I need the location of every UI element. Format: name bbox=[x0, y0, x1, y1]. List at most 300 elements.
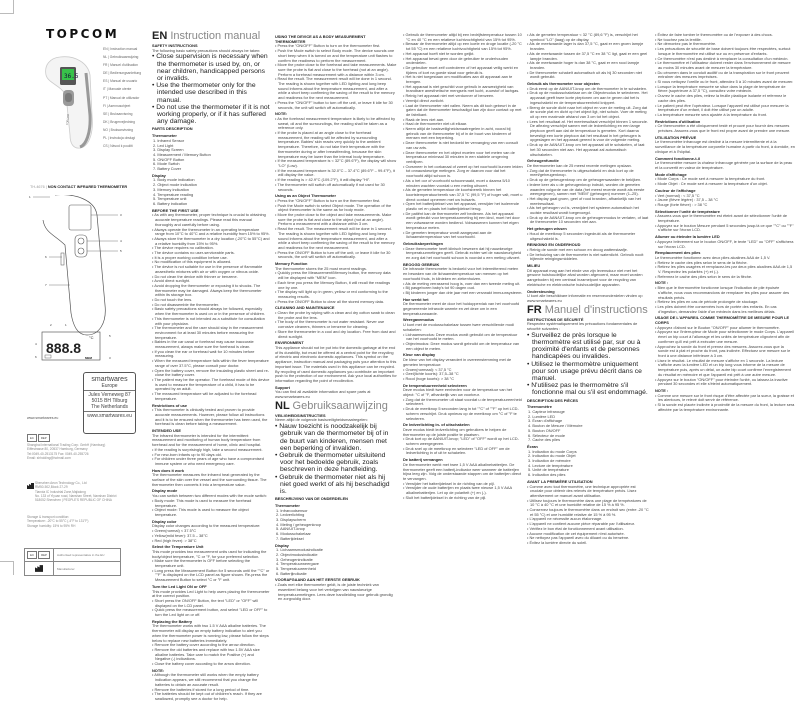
section-heading: Display color bbox=[152, 518, 177, 524]
section-heading: VEILIGHEIDSINSTRUCTIES bbox=[275, 412, 326, 418]
section-heading: Memory Function bbox=[275, 261, 308, 267]
section-heading: Couleur de l'affichage bbox=[655, 187, 696, 193]
bullet-item: • Bien que le thermomètre fonctionne lorsque l'indication de pile épuisée s'affiche, nous vous recommandons de remplacer les piles pour assurer des résultats précis. bbox=[655, 285, 790, 300]
bullet-item: • Avoid dropping the thermometer or exposing it to shocks. The thermometer may be damaged. Always keep the thermometer within its storage box. bbox=[152, 282, 262, 298]
bullet-item: • Read the result. The measurement result will be done in 1 second. The reading is shown together with LED lighting and long beep sound informs about the temperature measurement, and after a while a short beep confirming the saving of the result to the memory and readiness for the next measurement. bbox=[275, 226, 395, 250]
bullet-item: • Verwijder de oude batterijen en plaats twee nieuwe 1,5 V AAA alkalinebatterijen. Let op de polariteit (+) en (-). bbox=[403, 485, 512, 496]
bullet-item: • Haal de thermometer niet uit elkaar. bbox=[403, 121, 468, 127]
bullet-item: • Retirez le cache des piles selon le sens de la flèche. bbox=[655, 259, 748, 265]
safety-warning: • N'utilisez pas le thermomètre s'il fonctionne mal ou s'il est endommagé. bbox=[527, 382, 648, 397]
paragraph: U kunt met de modusschakelaar tussen twee verschillende modi schakelen: bbox=[403, 322, 514, 332]
bullet-item: • Close the battery cover according to the arrow direction. bbox=[152, 661, 251, 667]
numbered-item: 1. Capteur infrarouge bbox=[528, 409, 565, 415]
address-line: Shanghai International Trading Corp. GmbH (Hamburg) bbox=[27, 443, 106, 447]
numbered-item: 7. Battery Cover bbox=[153, 166, 182, 172]
bullet-item: • Gebruik de thermometer altijd bij een bedrijfstemperatuur tussen 10 °C en 40 °C en een relatieve luchtvochtigheid van 15% tot 95%. bbox=[403, 32, 522, 42]
numbered-item: 1. Infrared Sensor bbox=[153, 137, 185, 143]
paragraph: Le thermomètre mesure la chaleur infrarouge générée par la surface de la peau et la convertit en valeur de température. bbox=[655, 160, 793, 170]
bullet-item: • Ne touchez pas la lentille. bbox=[655, 36, 702, 42]
section-heading: Geheugenfunctie bbox=[527, 158, 559, 164]
language-section-title bbox=[152, 30, 270, 42]
bullet-item: • De gemeten temperatuur wordt aangepast aan de lichaamstemperatuur van het voorhoofd. bbox=[403, 229, 492, 240]
column-nl-fr bbox=[527, 33, 649, 546]
safety-warning: • Utilisez le thermomètre uniquement pour son usage prévu décrit dans ce manuel. bbox=[527, 360, 642, 382]
numbered-item: 1. Infraroodsensor bbox=[276, 507, 308, 513]
display-callout-3: 3 bbox=[109, 356, 111, 360]
bullet-item: • Deze thermometer heeft klinisch bewezen dat hij nauwkeurige temperatuurmetingen geeft. Gebruik echter wel de nauwkeurigheid en zorg dat het voorhoofd schoon is voordat u een meting uitvoert. bbox=[403, 245, 522, 261]
paragraph: Le thermomètre infrarouge est destiné à la mesure intermittente et à la surveillance de la température corporelle humaine à partir du front, à domicile, en clinique et à l'hôpital. bbox=[655, 139, 795, 154]
paragraph: De thermometer kan de 25 meest recente metingen opslaan. bbox=[527, 162, 632, 168]
bullet-item: • Le thermomètre et l'utilisateur doivent rester dans l'environnement de mesure au moins 30 minutes avant de mesurer la température. bbox=[655, 60, 791, 70]
bullet-item: • Verwijder het batterijdeksel in de richting van de pijl. bbox=[403, 480, 495, 486]
bullet-item: • Het apparaat is niet geschikt voor gebruik in aanwezigheid van brandbare anesthetische mengsels met lucht, zuurstof of lachgas. bbox=[403, 83, 520, 94]
bullet-item: • Assurez-vous que le thermomètre est éteint avant de sélectionner l'unité de température. bbox=[655, 213, 788, 224]
callout-1: 1 bbox=[29, 195, 31, 199]
bullet-item: • Breng de sonde dicht naar het object en voer de meting uit. Zorg dat de sonde plat en dicht op het object ligt, niet schuin. Voer de meting uit op een maximale afstand van 3 cm tot het object. bbox=[527, 104, 648, 119]
bullet-item: • As the forehead measurement temperature is likely to be affected by sweat, oil and the surroundings, the reading shall be taken as a reference only. bbox=[275, 115, 396, 131]
bullet-item: • Push the Mode switch to select Object mode. The operation of the object thermometer is the same as for body mode. bbox=[275, 202, 392, 213]
paragraph: Neem altijd de volgende basisveiligheidsmaatregelen: bbox=[275, 417, 368, 423]
numbered-item: 3. Écran d'affichage bbox=[528, 418, 563, 424]
section-heading: Kleur van display bbox=[403, 352, 436, 358]
bullet-item: • Press the "ON/OFF" Button to turn on the thermometer first. bbox=[275, 197, 381, 203]
bullet-item: • Bij kinderen jonger dan drie jaar met een verzwakt immuunsysteem. bbox=[403, 289, 523, 295]
safety-warning: • Surveillez de près lorsque le thermomètre est utilisé par, sur ou à proximité d'enfants et de personnes handicapées ou invalides. bbox=[527, 331, 641, 361]
bullet-item: • Remove the batteries if stored for a long period of time. bbox=[152, 686, 250, 692]
callout-3: 3 bbox=[120, 213, 122, 217]
numbered-item: 7. Batterijdeksel bbox=[276, 535, 304, 541]
bullet-item: • Objectmodus: Deze modus wordt gebruikt om de temperatuur van een object te meten. bbox=[403, 341, 520, 351]
manufacturer-address bbox=[27, 481, 127, 502]
section-heading: Support bbox=[275, 384, 290, 390]
bullet-item: • Lorsque la température mesurée se situe dans la plage de température de fièvre (supérieure à 37,5 °C), consultez votre médecin. bbox=[655, 83, 786, 94]
bullet-item: • Do not disassemble the thermometer. bbox=[152, 301, 220, 307]
bullet-item: • For new-born infants up to 90 days old. bbox=[152, 451, 222, 457]
numbered-item: 6. Indication des piles bbox=[528, 472, 566, 478]
address-country: The Netherlands bbox=[91, 404, 128, 410]
callout-6: 6 bbox=[45, 255, 47, 259]
bullet-item: • The thermometer and the user should stay in the measurement environment for at least 30 minutes before measuring the temperature. bbox=[152, 325, 264, 340]
column-en bbox=[152, 30, 270, 702]
paragraph: The thermometer works with two 1.5 V AAA alkaline batteries. The thermometer will display an empty battery indication to alert you when the thermometer power is running low, please follow the steps below to replace new batteries immediately. bbox=[152, 623, 269, 643]
address-line: RM50-502,Block 27-29 bbox=[35, 485, 68, 490]
section-heading: Thermometer bbox=[152, 133, 177, 139]
language-code: EN bbox=[152, 30, 168, 42]
manufacturer-icon bbox=[27, 483, 34, 489]
numbered-item: 5. Temperatuureenheid bbox=[276, 566, 316, 572]
website-link: www.smartwares.eu bbox=[27, 416, 59, 420]
bullet-item: • The device is not suitable for use in the presence of flammable anaesthetic mixtures with air or with oxygen or nitrous oxide. bbox=[152, 264, 263, 274]
bullet-item: • Press the ON/OFF Button to turn off the unit, or leave it idle for 30 seconds, the unit will switch off automatically. bbox=[275, 249, 391, 260]
bullet-item: • Red (high fever): > 38°C bbox=[152, 537, 197, 543]
bullet-item: • Appuyez sur le bouton Mesure pendant 5 secondes jusqu'à ce que "°C" ou "°F" s'affiche sur l'écran LCD. bbox=[655, 222, 794, 233]
numbered-item: 4. Temperatuurweergave bbox=[276, 561, 319, 567]
bullet-item: • Zorg dat de thermometer uit staat voordat u de temperatuureenheid selecteert. bbox=[403, 396, 522, 407]
bullet-item: • Druk op de AAN/UIT-knop om het apparaat uit te schakelen, of laat het 30 seconden niet aan. Het apparaat zal automatisch uitschakelen. bbox=[527, 142, 645, 157]
storage-line: Storage humidity: 15% to 95% RH bbox=[27, 523, 76, 528]
column-en-nl bbox=[275, 33, 397, 602]
bullet-item: • Als het geheugen vol is, verwijdert het systeem automatisch het oudste resultaat wordt toegevoegd. bbox=[527, 205, 639, 216]
bullet-item: • Ce thermomètre a été cliniquement testé et prouvé pour fournir des mesures précises. Assurez-vous que le front est propre avant de prendre une mesure. bbox=[655, 123, 791, 134]
bullet-item: • Comme avec tout thermomètre, une technique appropriée est cruciale pour obtenir des relevés de température précis. Lisez attentivement ce manuel avant utilisation. bbox=[527, 483, 637, 498]
bullet-item: • Store the thermometer in a cool and dry location. Free from dust and direct sunlight. bbox=[275, 328, 396, 339]
numbered-item: 3. Display Screen bbox=[153, 147, 184, 153]
section-heading: How does it work bbox=[152, 467, 184, 473]
bullet-item: • Druk op de AAN/UIT-knop om de geheugenmodus te verlaten, of laat de thermometer 10 seconden niet aan. bbox=[527, 214, 649, 225]
column-fr bbox=[655, 33, 795, 412]
paragraph: The infrared thermometer is intended for the intermittent measurement and monitoring of human body temperature from forehead and for the measurement of home, clinic and hospital. bbox=[152, 432, 262, 448]
numbered-item: 5. AAN/UIT-knop bbox=[276, 526, 305, 532]
section-heading: DESCRIPTION DES PIÈCES bbox=[527, 397, 579, 403]
bullet-item: • Mode Corps : Ce mode sert à mesurer la température du front. bbox=[655, 176, 766, 182]
bullet-item: • Do not touch the lens. bbox=[152, 297, 193, 303]
bullet-item: • Le patient peut être l'opérateur. Lorsque l'appareil est utilisé pour mesurer la température d'un enfant, il doit être utilisé par un adulte. bbox=[655, 102, 789, 113]
bullet-item: • Als de gemeten temperatuur < 32 °C (89,6 °F) is, verschijnt het symbool "LO" (laag) op de display. bbox=[527, 32, 638, 42]
bullet-item: • Iedere keer als u de geheugenknop indrukt, worden de gemeten waarden volgorde van de data (het meest recente wordt als eerste weergegeven), samen met "MEM" (geheugen) nummer (1–25). bbox=[527, 181, 645, 197]
bullet-item: • Do not clean the device with thinner or benzene. bbox=[152, 273, 238, 279]
section-heading: REINIGING EN ONDERHOUD bbox=[527, 242, 581, 248]
language-list bbox=[103, 45, 153, 150]
bullet-item: • De patiënt kan de thermometer zelf bedienen. Als het apparaat wordt gebruikt voor temperatuurmeting bij een kind, moet het door een volwassene worden bediend. Volwassenen kunnen het eigen temperatuur meten. bbox=[403, 210, 520, 230]
language-section-title bbox=[527, 304, 649, 316]
numbered-item: 3. Displayscherm bbox=[276, 516, 306, 522]
display-digits: 888.8 bbox=[46, 340, 82, 356]
bullet-item: • Retirez les piles en cas de période prolongée de stockage. bbox=[655, 299, 759, 305]
storage-conditions bbox=[27, 515, 127, 528]
language-item: SE | Bruksanvisning bbox=[103, 111, 133, 116]
rep-label: REP bbox=[38, 551, 50, 559]
bullet-item: • Zoals met elke thermometer geldt, is de juiste techniek van essentieel belang voor het verkrijgen van nauwkeurige temperatuurmetingen. Lees deze handleiding voor gebruik grondig en zorgvuldig door. bbox=[275, 582, 393, 602]
bullet-item: • Houd de meetknop 5 seconden ingedrukt als de thermometer uitgeschakeld is. bbox=[527, 230, 636, 241]
numbered-item: 2. Lumière LED bbox=[528, 413, 556, 419]
storage-line: Storage & transport condition: bbox=[27, 515, 70, 519]
bullet-item: • Press the ON/OFF Button to clear all the stored memory data. bbox=[275, 298, 385, 304]
bullet-item: • It is a proper working condition before use. bbox=[152, 254, 228, 260]
bullet-item: • As with any thermometer, proper technique is crucial to obtaining accurate temperature readings. Please read this manual thoroughly and carefully before using. bbox=[152, 212, 266, 227]
section-heading: Mode d'affichage bbox=[655, 171, 687, 177]
numbered-item: 5. Bouton ON/OFF bbox=[528, 427, 561, 433]
safety-warning: • Nauw toezicht is noodzakelijk bij gebruik van de thermometer bij of in de buurt van kinderen, mensen met een beperking of invaliden. bbox=[275, 423, 389, 452]
ec-rep-badge bbox=[27, 434, 127, 442]
paragraph: This mode provides Led Light to help users placing the thermometer at the correct position. bbox=[152, 588, 270, 599]
bullet-item: • Press the "ON/OFF" button to turn off the unit, or leave it idle for 30 seconds, the unit will switch off automatically. bbox=[275, 99, 393, 110]
bullet-item: • Groen(normaal): < 37,5 °C bbox=[403, 366, 452, 372]
product-title bbox=[30, 185, 127, 189]
bullet-item: • Rouge (forte fièvre) : > 38 °C bbox=[655, 201, 708, 207]
bullet-item: • Si la sonde est placée inclinée à proximité de la mesure du front, la lecture sera affectée par la température environnante. bbox=[655, 402, 795, 412]
section-title-text: Instruction manual bbox=[170, 30, 261, 42]
ec-label: EC bbox=[27, 434, 37, 442]
language-code: NL bbox=[275, 399, 290, 412]
section-heading: INTENDED USE bbox=[152, 428, 181, 434]
paragraph: De infrarode thermometer is bedoeld voor het intermitterend meten en bewaken van de lichaamstemperatuur van mensen op het voorhoofd thuis, in klinieken en ziekenhuizen. bbox=[403, 266, 519, 281]
model-number: TH-4676 | bbox=[30, 185, 47, 189]
paragraph: Dit apparaat mag aan het einde van zijn levensduur niet met het gewone huishoudelijke afval worden afgevoerd, maar moet worden aangeboden bij een centraal inzamelpunt voor de recycling van elektrische en elektronische huishoudelijke apparaten. bbox=[527, 267, 643, 287]
bullet-item: • Évitez de faire tomber le thermomètre ou de l'exposer à des chocs. bbox=[655, 32, 773, 37]
bullet-item: • Laat de thermometer niet vallen. Neem als dit toch gebeurt in de gaten dat de thermometer beschadigd kan zijn door contact op met de fabrikant. bbox=[403, 102, 522, 117]
section-heading: INSTRUCTIONS DE SÉCURITÉ bbox=[527, 316, 584, 322]
numbered-item: 5. ON/OFF Button bbox=[153, 156, 185, 162]
language-section-title bbox=[275, 400, 397, 412]
bullet-item: • Quick press the measurement button, and select "LED or OFF" to turn the Led light on or off. bbox=[152, 607, 268, 618]
section-heading: VOORAFGAAND AAN HET EERSTE GEBRUIK bbox=[275, 577, 360, 583]
bullet-item: • Évitez la lumière directe du soleil. bbox=[527, 540, 588, 545]
paragraph: Respectez systématiquement les précautions fondamentales de sécurité suivantes : bbox=[527, 321, 638, 332]
section-heading: NOTE : bbox=[655, 387, 669, 393]
bullet-item: • Green(normal) < 37.5°C bbox=[152, 528, 197, 534]
section-heading: Restrictions d'utilisation bbox=[655, 118, 701, 124]
svg-text:36.5: 36.5 bbox=[64, 73, 79, 80]
bullet-item: • Open the battery cover, remove the insulating plastic sheet and re-close the battery cover. bbox=[152, 367, 270, 378]
display-callout-5: 5 bbox=[109, 334, 111, 338]
bullet-item: • Het is niet toegestaan om modificaties aan dit apparaat aan te brengen. bbox=[403, 74, 513, 85]
section-heading: Sélectionner l'unité de température bbox=[655, 208, 720, 214]
bullet-item: • The device contains no user-serviceable parts. bbox=[152, 250, 235, 256]
bullet-item: • Ce thermomètre n'est pas destiné à remplacer la consultation d'un médecin. bbox=[655, 55, 789, 61]
numbered-item: 1. Body mode indication bbox=[153, 177, 195, 183]
section-heading: BESCHRIJVING VAN DE ONDERDELEN bbox=[275, 496, 348, 502]
crop-mark bbox=[0, 561, 14, 575]
safety-warning: • Do not use the thermometer if it is not working properly, or if it has suffered any damage. bbox=[152, 103, 270, 126]
address-line: Email: shholding@hotmail.com bbox=[27, 455, 71, 460]
address-website: www.smartwares.eu bbox=[87, 413, 132, 419]
bullet-item: • No modification of this equipment is allowed. bbox=[152, 259, 232, 265]
section-heading: Display bbox=[275, 542, 289, 548]
section-heading: Using as an Object Thermometer bbox=[275, 193, 336, 199]
section-heading: Weergavemodus bbox=[403, 317, 435, 323]
bullet-item: • Oorsmeer in het oorkanaal of zweet op het voorhoofd kunnen leiden tot onnauwkeurige metingen. Zorg er daarom voor dat het voorhoofd altijd schoon is. bbox=[403, 163, 523, 179]
bullet-item: • Press the "ON/OFF" Button to turn on the thermometer first. bbox=[275, 43, 381, 49]
bullet-item: • This thermometer is not intended as a substitute for consultation with your physician. bbox=[152, 315, 265, 326]
bullet-item: • Si vous nettoyez l'oreille ou le front, attendez 5 à 10 minutes avant de mesurer. bbox=[655, 79, 794, 85]
section-heading: Comment fonctionne-t-il bbox=[655, 155, 700, 161]
bullet-item: • Druk de meetknop 5 seconden lang in tot "°C" of "°F" op het LCD-scherm verschijnt. Druk opnieuw op de meetknop om °C of °F te selecteren. bbox=[403, 406, 519, 421]
bullet-item: • Body mode: This mode is used to measure the forehead temperature. bbox=[152, 497, 252, 508]
section-title-text: Gebruiksaanwijzing bbox=[292, 399, 388, 412]
section-heading: Select the Temperature Unit bbox=[152, 544, 204, 550]
bullet-item: • Approchez la sonde du front et prenez des mesures. Assurez-vous que la sonde est à plat et proche du front, pas inclinée. Effectuez une mesure sur le front à une distance inférieure à 3 cm. bbox=[655, 343, 791, 358]
bullet-item: • The display will light up in green, yellow or red conforming to the measuring results. bbox=[275, 289, 388, 299]
section-heading: USING THE DEVICE AS A BODY MEASUREMENT THERMOMETER bbox=[275, 34, 366, 44]
manufacturer-icon bbox=[35, 565, 43, 572]
numbered-item: 7. Cache des piles bbox=[528, 437, 561, 443]
paragraph: De thermometer meet de door het huidoppervlak van het voorhoofd gegenereerde infrarode warmte en zet deze om in een temperatuurwaarde. bbox=[403, 301, 520, 316]
crop-mark bbox=[0, 0, 14, 14]
numbered-item: 4. Lecture de température bbox=[528, 462, 573, 468]
language-item: PL | Instrukcja obsługi bbox=[103, 136, 136, 141]
section-title-text: Manuel d'instructions bbox=[544, 303, 648, 316]
bullet-item: • Deze thermometer is niet bedoeld ter vervanging van een consult van uw arts. bbox=[403, 140, 518, 150]
bullet-item: • Retirez les piles usagées et remplacez-les par deux piles alcalines AAA de 1,5 V. Respectez les polarités (+) et (-). bbox=[655, 264, 793, 275]
address-line: Shenzhen Aeon Technology Co., Ltd bbox=[35, 481, 87, 485]
paragraph: The following basic safety precautions should always be taken: bbox=[152, 47, 261, 53]
bullet-item: • For children under three years of age who have a compromised immune system or who need emergency care. bbox=[152, 456, 264, 466]
section-heading: SAFETY INSTRUCTIONS bbox=[152, 43, 198, 48]
bullet-item: • Druk kort op de AAN/UIT-knop; "LED" of "OFF" wordt op het LCD-scherm weergegeven. bbox=[403, 436, 519, 447]
display-callout-2: 2 bbox=[50, 323, 52, 327]
column-nl bbox=[403, 33, 523, 501]
section-heading: Het geheugen wissen bbox=[527, 226, 567, 232]
numbered-item: 2. Object mode indication bbox=[153, 182, 197, 188]
bullet-item: • Les piles doivent être conservées hors de portée des enfants. En cas d'ingestion, demandez l'aide d'un médecin dans les meilleurs délais. bbox=[655, 303, 777, 314]
numbered-item: 1. Indication du mode Corps bbox=[528, 448, 577, 454]
section-heading: Allumer ou éteindre la lumière LED bbox=[655, 234, 720, 240]
product-name: NON CONTACT INFRARED THERMOMETER bbox=[47, 185, 128, 189]
bullet-item: • Each time you press the Memory Button, it will recall the readings one by one. bbox=[275, 279, 391, 290]
section-heading: Gebruiksbeperkingen bbox=[403, 240, 443, 246]
svg-text:TOPCOM: TOPCOM bbox=[66, 113, 70, 126]
bullet-item: • Rood (hoge koorts): > 38 °C bbox=[403, 375, 455, 381]
bullet-item: • Lisez le résultat. Le résultat de mesure s'affiche en 1 seconde. La lecture s'affiche avec la lumière LED et un bip long vous informe de la mesure de température puis, après un délai, un autre bip court confirme l'enregistrement du résultat en mémoire et que l'appareil est prêt à une autre mesure. bbox=[655, 357, 791, 377]
section-heading: Display bbox=[152, 172, 166, 178]
address-line: Eiffestrasse 80, 20537 Hamburg, Germany bbox=[27, 447, 88, 452]
display-mem: MEM bbox=[85, 356, 92, 360]
section-heading: Hoe werkt het bbox=[403, 296, 429, 302]
bullet-item: • Appuyez d'abord sur le Bouton "ON/OFF" pour allumer le thermomètre. bbox=[655, 324, 780, 330]
section-heading: USAGE DE L'APPAREIL COMME THERMOMÈTRE DE MESURE POUR LE CORPS bbox=[655, 315, 790, 326]
section-heading: CLEANING AND MAINTENANCE bbox=[275, 305, 335, 311]
language-item: PT | Manual de utilizador bbox=[103, 95, 140, 100]
bullet-item: • Mode Objet : Ce mode sert à mesurer la température d'un objet. bbox=[655, 181, 768, 187]
bullet-item: • Als de meting verrassend hoog is, voer dan een tweede meting uit. bbox=[403, 280, 521, 286]
bullet-item: • Reinig het apparaat niet met verdunner of benzeen. bbox=[403, 93, 495, 99]
ec-label: EC bbox=[27, 551, 37, 559]
safety-warning: • Close supervision is necessary when the thermometer is used by, on, or near children, handicapped persons or invalids. bbox=[152, 53, 268, 83]
numbered-item: 3. Indication de mémoire bbox=[528, 458, 571, 464]
bullet-item: • Lichaamsmodus: Deze modus wordt gebruikt om de temperatuur van het voorhoofd te meten. bbox=[403, 331, 518, 342]
numbered-item: 3. Geheugenindicatie bbox=[276, 556, 313, 562]
section-heading: BEFORE THE FIRST USE bbox=[152, 207, 199, 213]
bullet-item: • Bij pasgeboren baby's tot 90 dagen oud. bbox=[403, 285, 475, 291]
bullet-item: • Ouvrez le cache des piles, retirez la feuille plastique isolante et refermez le cache des piles. bbox=[655, 93, 787, 103]
bullet-item: • The patient may be the operator. The forehead mode of this device is used to measure the temperature of a child, it has to be operated by an adult. bbox=[152, 377, 270, 392]
bullet-item: • Open het batterijdeksel van het apparaat, verwijder het isolerende plastic vel en plaats het batterijdeksel terug. bbox=[403, 201, 519, 212]
bullet-item: • Geel(lichte koorts): 37,5–38 °C bbox=[403, 371, 459, 377]
smartwares-region: Europe bbox=[101, 383, 118, 389]
bullet-item: • Vermijd direct zonlicht. bbox=[403, 97, 445, 103]
section-heading: Restrictions of use bbox=[152, 402, 188, 408]
numbered-item: 5. Unité de température bbox=[528, 467, 569, 473]
bullet-item: • Yellow(mild fever): 37.5 – 38°C bbox=[152, 532, 208, 538]
bullet-item: • Les précautions de sécurité de base doivent toujours être respectées, surtout lorsque le thermomètre est utilisé sur ou en présence d'enfants. bbox=[655, 46, 791, 56]
bullet-item: • Always operate the thermometer in an operating temperature range from 10°C to 40°C and a relative humidity from 15% to 95%. bbox=[152, 226, 270, 237]
section-heading: Display mode bbox=[152, 488, 178, 494]
paragraph: You can switch between two different modes with the mode switch: bbox=[152, 493, 267, 499]
bullet-item: • Aucune modification de cet équipement n'est autorisée. bbox=[527, 530, 625, 536]
section-heading: Remplacement des piles bbox=[655, 250, 701, 256]
section-heading: NOTE: bbox=[152, 667, 165, 673]
address-line: Tel:0049-40-2513175 Fax: 0049-40-255726 bbox=[27, 451, 89, 456]
bullet-item: • Lees het resultaat af. Het meetresultaat verschijnt binnen 1 seconde. De aflezing verschijnt samen met de ledverlichting en een lange pieptoon geeft aan dat de temperatuur is gemeten. Kort daarna bevestigt een korte pieptoon dat het resultaat in het geheugen is opgeslagen en het apparaat gereed is voor de volgende meting. bbox=[527, 118, 648, 143]
bullet-item: • De behuizing van de thermometer is niet waterdicht. Gebruik nooit bijtende reinigingsmiddelen. bbox=[527, 251, 644, 262]
bullet-item: • Appuyez brièvement sur le bouton ON/OFF, le texte "LED" ou "OFF" s'affichera sur l'écran LCD. bbox=[655, 238, 794, 249]
bullet-item: • Remove the old batteries and replace with two 1.5V AAA size alkaline batteries. Take care to match the Positive (+) and Negative (-) indications. bbox=[152, 646, 260, 662]
bullet-item: • Het apparaat hoeft niet te worden geijkt. bbox=[403, 50, 475, 56]
language-item: FR | Manuel d'utilisation bbox=[103, 63, 139, 68]
bullet-item: • Short press the ON/OFF Button, the text "LED" or "OFF" will displayed on the LCD panel. bbox=[152, 597, 258, 608]
bullet-item: • L'appareil ne nécessite aucun étalonnage. bbox=[527, 516, 603, 522]
section-heading: Ondersteuning bbox=[527, 288, 555, 294]
brand-logo: TOPCOM bbox=[46, 27, 120, 41]
bullet-item: • Zorg dat de thermometer is uitgeschakeld en druk kort op de meet/geheugenknop. bbox=[527, 167, 634, 178]
numbered-item: 4. Meting / geheugenknop bbox=[276, 521, 321, 527]
language-item: DK | Brugervejledning bbox=[103, 119, 136, 124]
bullet-item: • Babies in the car canal or forehead may cause inaccurate measurement, always make sure the forehead is clean. bbox=[152, 339, 254, 350]
section-heading: NOTE: bbox=[275, 111, 288, 117]
bullet-item: • Read the result. The measurement result will be done in 1 second. The reading is shown together with LED lighting and long beep sound informs about the temperature measurement, and after a while a short beep confirming the saving of the result to the memory and readiness for the next measurement. bbox=[275, 76, 395, 101]
bullet-item: • If the probe is placed at an angle close to the forehead measurement, the reading will be affected by surrounding temperature. Babies' skin reacts very quickly to the ambient temperature. Therefore, do not take their temperature with the thermometer during or after breastfeeding, because the skin temperature may be lower than the internal body temperature. bbox=[275, 130, 385, 159]
bullet-item: • Als de meetwaarde hoger is dan 38 °C, gaat er een rood lampje branden. bbox=[527, 60, 640, 70]
eu-representative-address bbox=[27, 443, 127, 460]
smartwares-brand: smartwares bbox=[91, 376, 128, 383]
section-heading: Turn the Led Light ON or OFF bbox=[152, 583, 207, 589]
bullet-item: • If the reading is > 42.9°C (109.2°F), it will display "HI". bbox=[275, 177, 371, 183]
section-heading: Replacing the Battery bbox=[152, 618, 192, 624]
bullet-item: • If you clean the ear or forehead wait for 10 minutes before measuring. bbox=[152, 348, 255, 359]
bullet-item: • Het display gaat groen, geel of rood branden, afhankelijk van het meetresultaat. bbox=[527, 195, 641, 206]
smartwares-address-box bbox=[83, 372, 136, 434]
bullet-item: • Move the probe close to the forehead and take measurements. Make sure the probe is flat and close to the forehead (not at an angle). Perform a forehead measurement with a distance within 3 cm. bbox=[275, 62, 397, 77]
safety-warning: • Gebruik de thermometer niet als hij niet goed werkt of als hij beschadigd is. bbox=[275, 473, 390, 495]
numbered-item: 4. Measurement / Memory Button bbox=[153, 151, 211, 157]
section-heading: AVANT LA PREMIÈRE UTILISATION bbox=[527, 478, 593, 484]
numbered-item: 6. Sélecteur de mode bbox=[528, 432, 565, 438]
legend-rep-label: Authorised representative in the EU bbox=[57, 553, 105, 557]
bullet-item: • Make sure the thermometer is OFF before selecting the temperature unit. bbox=[152, 558, 251, 569]
numbered-item: 2. Led Light bbox=[153, 142, 174, 148]
section-heading: NOTE : bbox=[655, 280, 669, 286]
language-item: NL | Gebruiksaanwijzing bbox=[103, 55, 139, 60]
bullet-item: • This thermometer is clinically tested and proven to provide accurate measurements. However, please follow all instructions and it is to be ensured when the thermometer has been used, the forehead is clean before taking a measurement. bbox=[152, 407, 268, 427]
paragraph: U kunt alle beschikbare informatie en reserveonderdelen vinden op www.smartwares.eu bbox=[527, 293, 643, 303]
bullet-item: • Conservez toujours le thermomètre dans un endroit sec (entre -20 °C et 55 °C) et une humidité relative de 15 % à 95 %. bbox=[527, 507, 649, 517]
legend-manufacturer-label: Manufacturer bbox=[57, 566, 75, 571]
section-heading: Écran bbox=[527, 443, 538, 449]
bullet-item: • The body of the thermometer is not water resistant. Never use corrosive cleaners, thinners or benzene for cleaning. bbox=[275, 319, 385, 330]
callout-4: 4 bbox=[120, 239, 122, 243]
thermometer-parts-diagram bbox=[25, 195, 135, 375]
bullet-item: • Bewaar de thermometer altijd op een koele en droge locatie (-20 °C tot 55 °C) en een relatieve luchtvochtigheid van 15% tot 95%. bbox=[403, 41, 522, 52]
bullet-item: • Move the probe close to the object and take measurements. Make sure the probe is flat and close to the object (not at an angle). Perform a measurement with a distance within 3 cm. bbox=[275, 212, 392, 227]
section-heading: Thermomètre bbox=[527, 404, 552, 410]
paragraph: Deze modus biedt ledverlichting om gebruikers te helpen de thermometer op de juiste positie te plaatsen. bbox=[403, 426, 507, 437]
language-item: CS | Návod k použití bbox=[103, 144, 133, 149]
bullet-item: • Utilisez toujours le thermomètre dans une plage de températures de 10 °C à 40 °C et une humidité relative de 15 % à 95 %. bbox=[527, 497, 647, 508]
bullet-item: • Deze thermometer en het object moeten voor het meten van de temperatuur minimaal 30 minuten in een stabiele omgeving verblijven. bbox=[403, 149, 515, 164]
address-street: Jules Verneweg 87 bbox=[88, 392, 131, 398]
bullet-item: • Du cérumen dans le conduit auditif ou de la transpiration sur le front peuvent entraîner des mesures imprécises. bbox=[655, 69, 790, 80]
display-unit: °C bbox=[89, 335, 94, 340]
bullet-item: • La température mesurée sera ajustée à la température du front. bbox=[655, 111, 768, 117]
language-item: DE | Bedienungsanleitung bbox=[103, 71, 142, 76]
storage-line: Temperature: -20°C to 55°C (-4°F to 131°F) bbox=[27, 519, 89, 524]
symbol-legend-table bbox=[24, 548, 121, 576]
section-heading: PARTS DESCRIPTION bbox=[152, 126, 193, 132]
language-item: EN | Instruction manual bbox=[103, 47, 138, 51]
bullet-item: • Although the thermometer still works when the empty battery indication appears, we still recommend that you change the batteries to obtain an accurate result. bbox=[152, 672, 259, 687]
bullet-item: • Reinig de sonde met een schoon en droog wattenstaafje. bbox=[527, 246, 628, 252]
bullet-item: • L'appareil ne contient aucune pièce réparable par l'utilisateur. bbox=[527, 521, 635, 527]
bullet-item: • If the measured temperature is < 32°C (89.6°F), the display will show "LO" (Low). bbox=[275, 158, 397, 168]
display-callout-4: 4 bbox=[35, 342, 37, 346]
bullet-item: • Appuyez sur le bouton "ON/OFF" pour éteindre l'unité, ou laissez-la inactive pendant 30 secondes et elle s'éteint automatiquement. bbox=[655, 376, 788, 387]
bullet-item: • Druk op de geheugenknop om de geheugenwaarden te bekijken. bbox=[527, 177, 642, 183]
bullet-item: • Raak de lens niet aan. bbox=[403, 116, 445, 122]
numbered-item: 6. Battery indication bbox=[153, 200, 188, 206]
section-heading: De ledverlichting in- of uitschakelen bbox=[403, 422, 470, 428]
bullet-item: • Clean the probe by wiping with a clean and dry cotton swab to clean the probe and the lens. bbox=[275, 310, 395, 320]
paragraph: De kleur van het display verandert in overeenstemming met de gemeten temperatuur: bbox=[403, 357, 512, 367]
